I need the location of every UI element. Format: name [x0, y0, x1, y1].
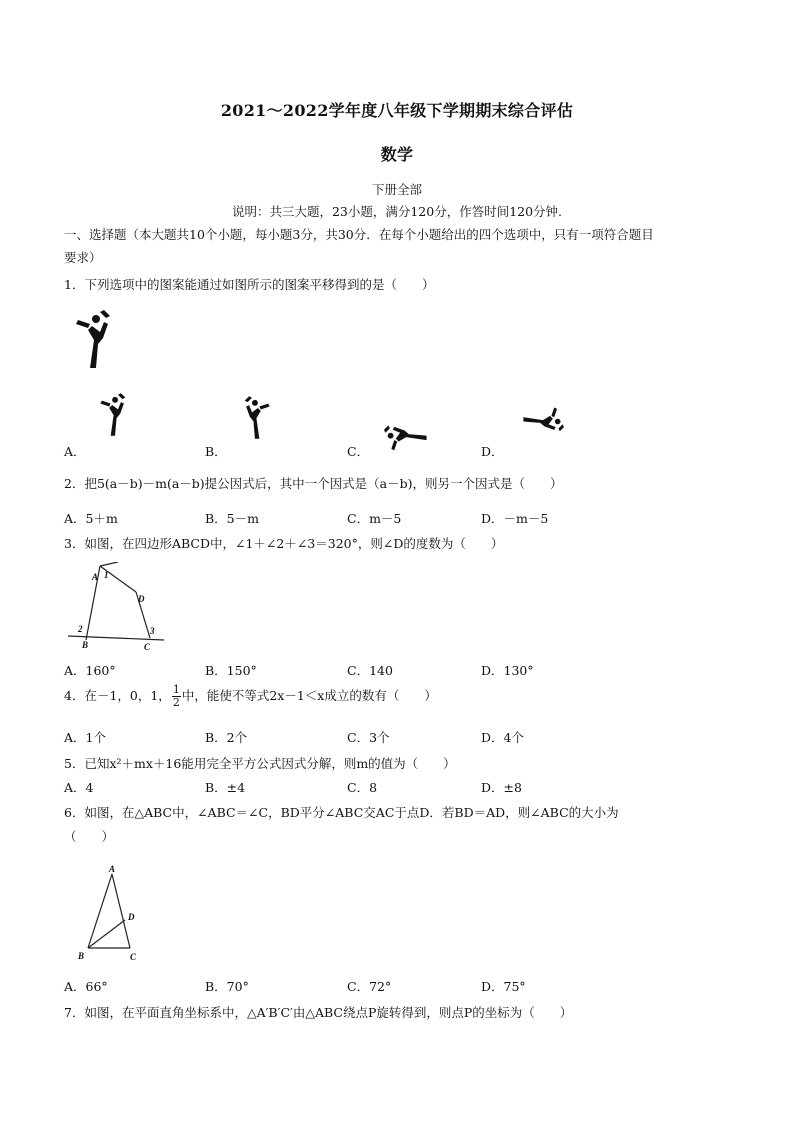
q1-option-b-figure — [230, 390, 274, 448]
q2-option-c: C．m－5 — [347, 511, 402, 526]
q6-option-a: A．66° — [64, 979, 108, 994]
label-a: A — [109, 864, 116, 874]
q4-stem-before: 4．在－1，0，1， — [64, 688, 171, 703]
edge-ab — [88, 874, 112, 948]
subject-title: 数学 — [380, 145, 414, 164]
exam-title: 2021～2022学年度八年级下学期期末综合评估 — [220, 101, 574, 120]
q1-original-figure — [70, 310, 130, 372]
segment-bd — [88, 920, 125, 948]
label-d: D — [128, 912, 135, 922]
q4-stem — [64, 684, 437, 709]
q3-option-d: D．130° — [481, 663, 534, 678]
label-b: B — [78, 951, 85, 961]
q5-option-d: D．±8 — [481, 780, 522, 795]
q3-stem: 3．如图，在四边形ABCD中，∠1＋∠2＋∠3＝320°，则∠D的度数为（ ） — [64, 536, 504, 551]
q4-stem-after: 中，能使不等式2x－1＜x成立的数有（ ） — [181, 688, 437, 703]
q5-option-b: B．±4 — [205, 780, 246, 795]
label-b: B — [82, 640, 89, 650]
q1-option-a-figure — [96, 385, 140, 447]
q6-option-d: D．75° — [481, 979, 526, 994]
label-a: A — [92, 572, 99, 582]
q3-option-c: C．140 — [347, 663, 393, 678]
q5-stem: 5．已知x²＋mx＋16能用完全平方公式因式分解，则m的值为（ ） — [64, 756, 456, 771]
label-angle-1: 1 — [104, 570, 109, 580]
label-d: D — [138, 594, 145, 604]
q1-option-b: B． — [205, 444, 227, 459]
q3-option-b: B．150° — [205, 663, 257, 678]
section-heading-line1: 一、选择题（本大题共10个小题，每小题3分，共30分．在每个小题给出的四个选项中，只有一项符合题目 — [64, 227, 654, 242]
q6-option-c: C．72° — [347, 979, 392, 994]
q2-option-b: B．5－m — [205, 511, 259, 526]
edge-ac — [112, 874, 130, 948]
q2-stem: 2．把5(a－b)－m(a－b)提公因式后，其中一个因式是（a－b)，则另一个因式是（ ） — [64, 476, 563, 491]
q1-option-a: A． — [64, 444, 86, 459]
q6-triangle-figure — [74, 864, 144, 964]
q6-stem-line1: 6．如图，在△ABC中，∠ABC＝∠C，BD平分∠ABC交AC于点D．若BD＝AD，则∠ABC的大小为 — [64, 805, 619, 820]
label-angle-3: 3 — [150, 626, 155, 636]
extension-a — [100, 562, 118, 566]
exam-note: 说明：共三大题，23小题，满分120分，作答时间120分钟. — [231, 204, 563, 219]
q5-option-c: C．8 — [347, 780, 378, 795]
q4-fraction-den: 2 — [172, 696, 180, 709]
q7-stem: 7．如图，在平面直角坐标系中，△A′B′C′由△ABC绕点P旋转得到，则点P的坐标为（ ） — [64, 1005, 573, 1020]
q2-option-d: D．－m－5 — [481, 511, 549, 526]
q1-stem: 1．下列选项中的图案能通过如图所示的图案平移得到的是（ ） — [64, 277, 435, 292]
q1-option-d-figure — [510, 404, 576, 446]
label-angle-2: 2 — [78, 624, 83, 634]
label-c: C — [130, 952, 137, 962]
q6-stem-line2: （ ） — [64, 829, 115, 844]
q4-option-d: D．4个 — [481, 730, 524, 745]
q4-fraction — [172, 684, 181, 709]
q1-option-c: C． — [347, 444, 370, 459]
q3-quadrilateral-figure — [64, 562, 174, 652]
figure-dancer-original — [76, 310, 110, 368]
q5-option-a: A．4 — [64, 780, 94, 795]
q1-option-c-figure — [375, 410, 437, 454]
q4-option-c: C．3个 — [347, 730, 390, 745]
q4-option-b: B．2个 — [205, 730, 248, 745]
q1-option-d: D． — [481, 444, 504, 459]
q4-option-a: A．1个 — [64, 730, 106, 745]
label-c: C — [144, 642, 151, 652]
q2-option-a: A．5＋m — [64, 511, 118, 526]
exam-scope: 下册全部 — [371, 182, 422, 197]
q4-fraction-num: 1 — [172, 683, 180, 696]
q3-option-a: A．160° — [64, 663, 116, 678]
q6-option-b: B．70° — [205, 979, 249, 994]
section-heading-line2: 要求） — [64, 250, 102, 265]
